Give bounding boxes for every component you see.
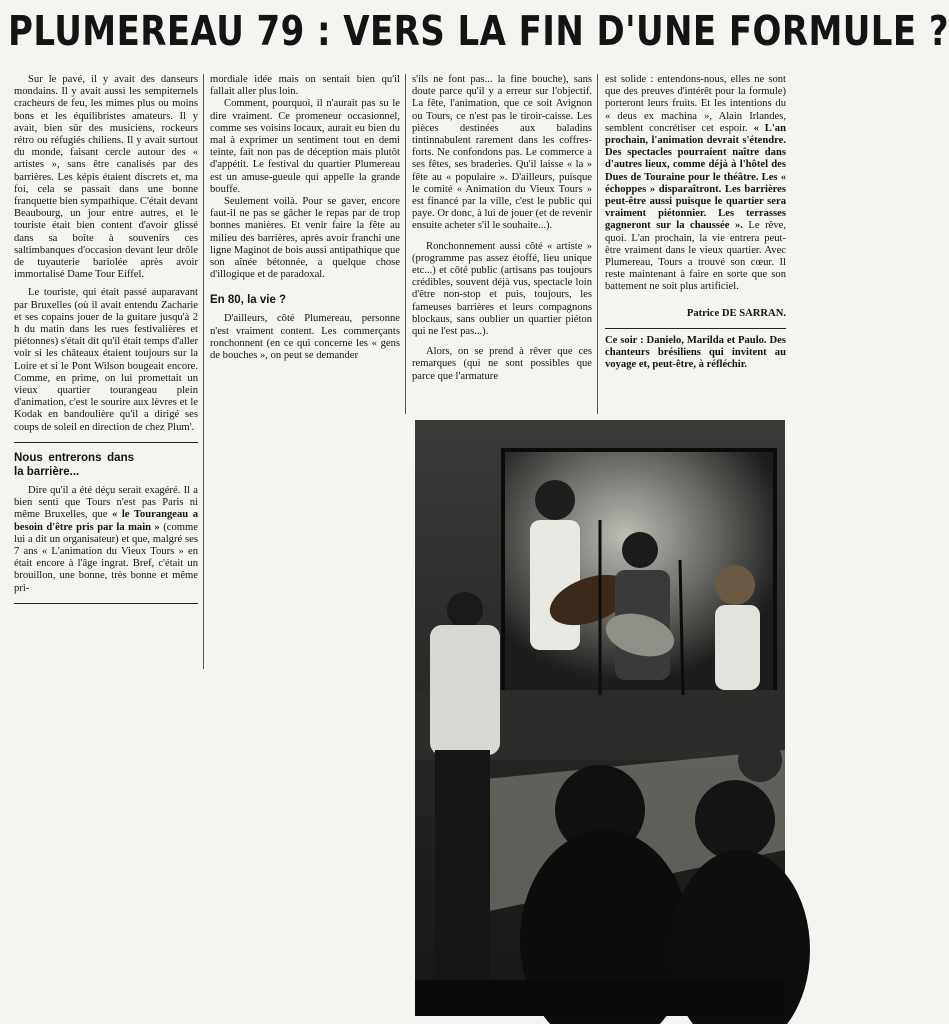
concert-photo [415,420,785,1016]
paragraph: Comment, pourquoi, il n'aurait pas su le dire vraiment. Ce promeneur occasionnel, comme ses voisins locaux, aurait eu bien du mal à exprimer un sentiment tout en demi teinte, fait non pas de déception mais plutôt d'appétit. Le festival du quartier Plumereau est un amuse-gueule qui appelle la grande bouffe. [210,98,400,195]
column-divider [203,74,204,669]
column-divider [597,74,598,414]
paragraph: Ronchonnement aussi côté « artiste » (programme pas assez étoffé, lieu unique etc...) et côté public (artisans pas toujours crédibles, souvent déjà vus, spectacle loin d'être non-stop et puis, toujours, les fameuses barrières et leurs compagnons blockaus, sans oublier un quartier piéton qui ne l'est pas...). [412,240,592,338]
divider [14,603,198,604]
paragraph: Sur le pavé, il y avait des danseurs mondains. Il y avait aussi les sempiternels cracheurs de feu, les mimes plus ou moins bons et les équilibristes amateurs. Il y avait, bien sûr des musiciens, rockeurs rétro ou réfugiés chiliens. Il y avait surtout du monde, faisant cercle autour des « artistes », sans être canalisés par des barrières. Les képis étaient discrets et, ma foi, cela se passait dans une bonne franquette bien sympathique. C'était devant Beaubourg, un jour entre autres, et le touriste était bien content d'avoir glissé dans sa boîte à souvenirs ces saltimbanques d'occasion devant leur drôle de tuyauterie bariolée après avoir immortalisé Dame Tour Eiffel. [14,74,199,281]
paragraph: Dire qu'il a été déçu serait exagéré. Il a bien senti que Tours n'est pas Paris ni même Bruxelles, que « le Tourangeau a besoin d'être pris par la main » (comme lui a dit un organisateur) et que, malgré ses 7 ans « L'animation du Vieux Tours » en était encore à l'âge ingrat. Bref, c'était un brouillon, une bonne, très bonne et même pri- [14,484,199,594]
column-divider [405,74,406,414]
author-signature: Patrice DE SARRAN. [686,307,786,319]
headline: PLUMEREAU 79 : VERS LA FIN D'UNE FORMULE ? [8,7,949,55]
concert-photo-drawing [415,420,785,1016]
divider [605,328,786,329]
column-4 [605,74,786,371]
column-3 [412,74,592,383]
divider [14,442,198,443]
subhead-en-80: En 80, la vie ? [210,294,287,307]
paragraph: D'ailleurs, côté Plumereau, personne n'est vraiment content. Les commerçants ronchonnent (en ce qui concerne les « gens de bouches », on peut se demander [210,313,400,362]
column-2 [210,74,400,362]
column-1 [14,74,198,604]
paragraph: Alors, on se prend à rêver que ces remarques (qui ne sont possibles que parce que l'armature [412,346,592,382]
paragraph: est solide : entendons-nous, elles ne sont que des preuves d'intérêt pour la formule) porteront leurs fruits. Et les intentions du « deus ex machina », Alain Irlandes, semblent concrétiser cet espoir. « L'an prochain, l'animation devrait s'étendre. Des spectacles pourraient naître dans d'autres lieux, comme déjà à l'hôtel des Dues de Touraine pour le théâtre. Les « échoppes » disparaîtront. Les barrières peut-être aussi puisque le quartier sera vraiment piétonnier. Les terrasses gagneront sur la chaussée ». Le rêve, quoi. L'an prochain, la vie entrera peut-être vraiment dans le vieux quartier. Avec Plumereau, Tours a trouvé son cœur. Il reste maintenant à faire en sorte que son battement ne soit plus artificiel. [605,74,786,293]
paragraph: mordiale idée mais on sentait bien qu'il fallait aller plus loin. [210,74,400,98]
paragraph: Le touriste, qui était passé auparavant par Bruxelles (où il avait entendu Zacharie et ses copains jouer de la guitare jusqu'à 2 h du matin dans les rues festivalières et piétonnes) s'était dit qu'il était temps d'aller voir si les châteaux étaient toujours sur la Loire et si le Pont Wilson bougeait encore. Comme, en prime, on lui promettait un vieux quartier tourangeau plein d'animation, c'est le sourire aux lèvres et le Kodak en bandoulière qu'il a dirigé ses coups de soleil en direction de chez Plum'. [14,287,198,433]
paragraph: s'ils ne font pas... la fine bouche), sans doute parce qu'il y a erreur sur l'objectif. La fête, l'animation, que ce soit Avignon ou Tours, ce n'est pas le tiroir-caisse. Les pièces destinées aux baladins tintinnabulent rarement dans les coffres-forts. Ne confondons pas. Le commerce a ses fêtes, ses braderies. Qu'il laisse « la » fête au « populaire ». D'ailleurs, puisque le comité « Animation du Vieux Tours » est financé par la ville, c'est le public qui paye. Or donc, à lui de jouer (et de revenir ensuite acheter s'il le souhaite...). [412,74,592,232]
paragraph: Seulement voilà. Pour se gaver, encore faut-il ne pas se gâcher le repas par de trop bonnes manières. Et venir faire la fête au milieu des barrières, après avoir franchi une ligne Maginot de bois aussi antipathique que son aînée bétonnée, a quelque chose d'illogique et de paradoxal. [210,196,400,281]
subhead-nous-entrerons: Nous entrerons dans la barrière... [14,451,134,478]
photo-caption: Ce soir : Danielo, Marilda et Paulo. Des chanteurs brésiliens qui invitent au voyage et, peut-être, à réfléchir. [605,334,786,371]
